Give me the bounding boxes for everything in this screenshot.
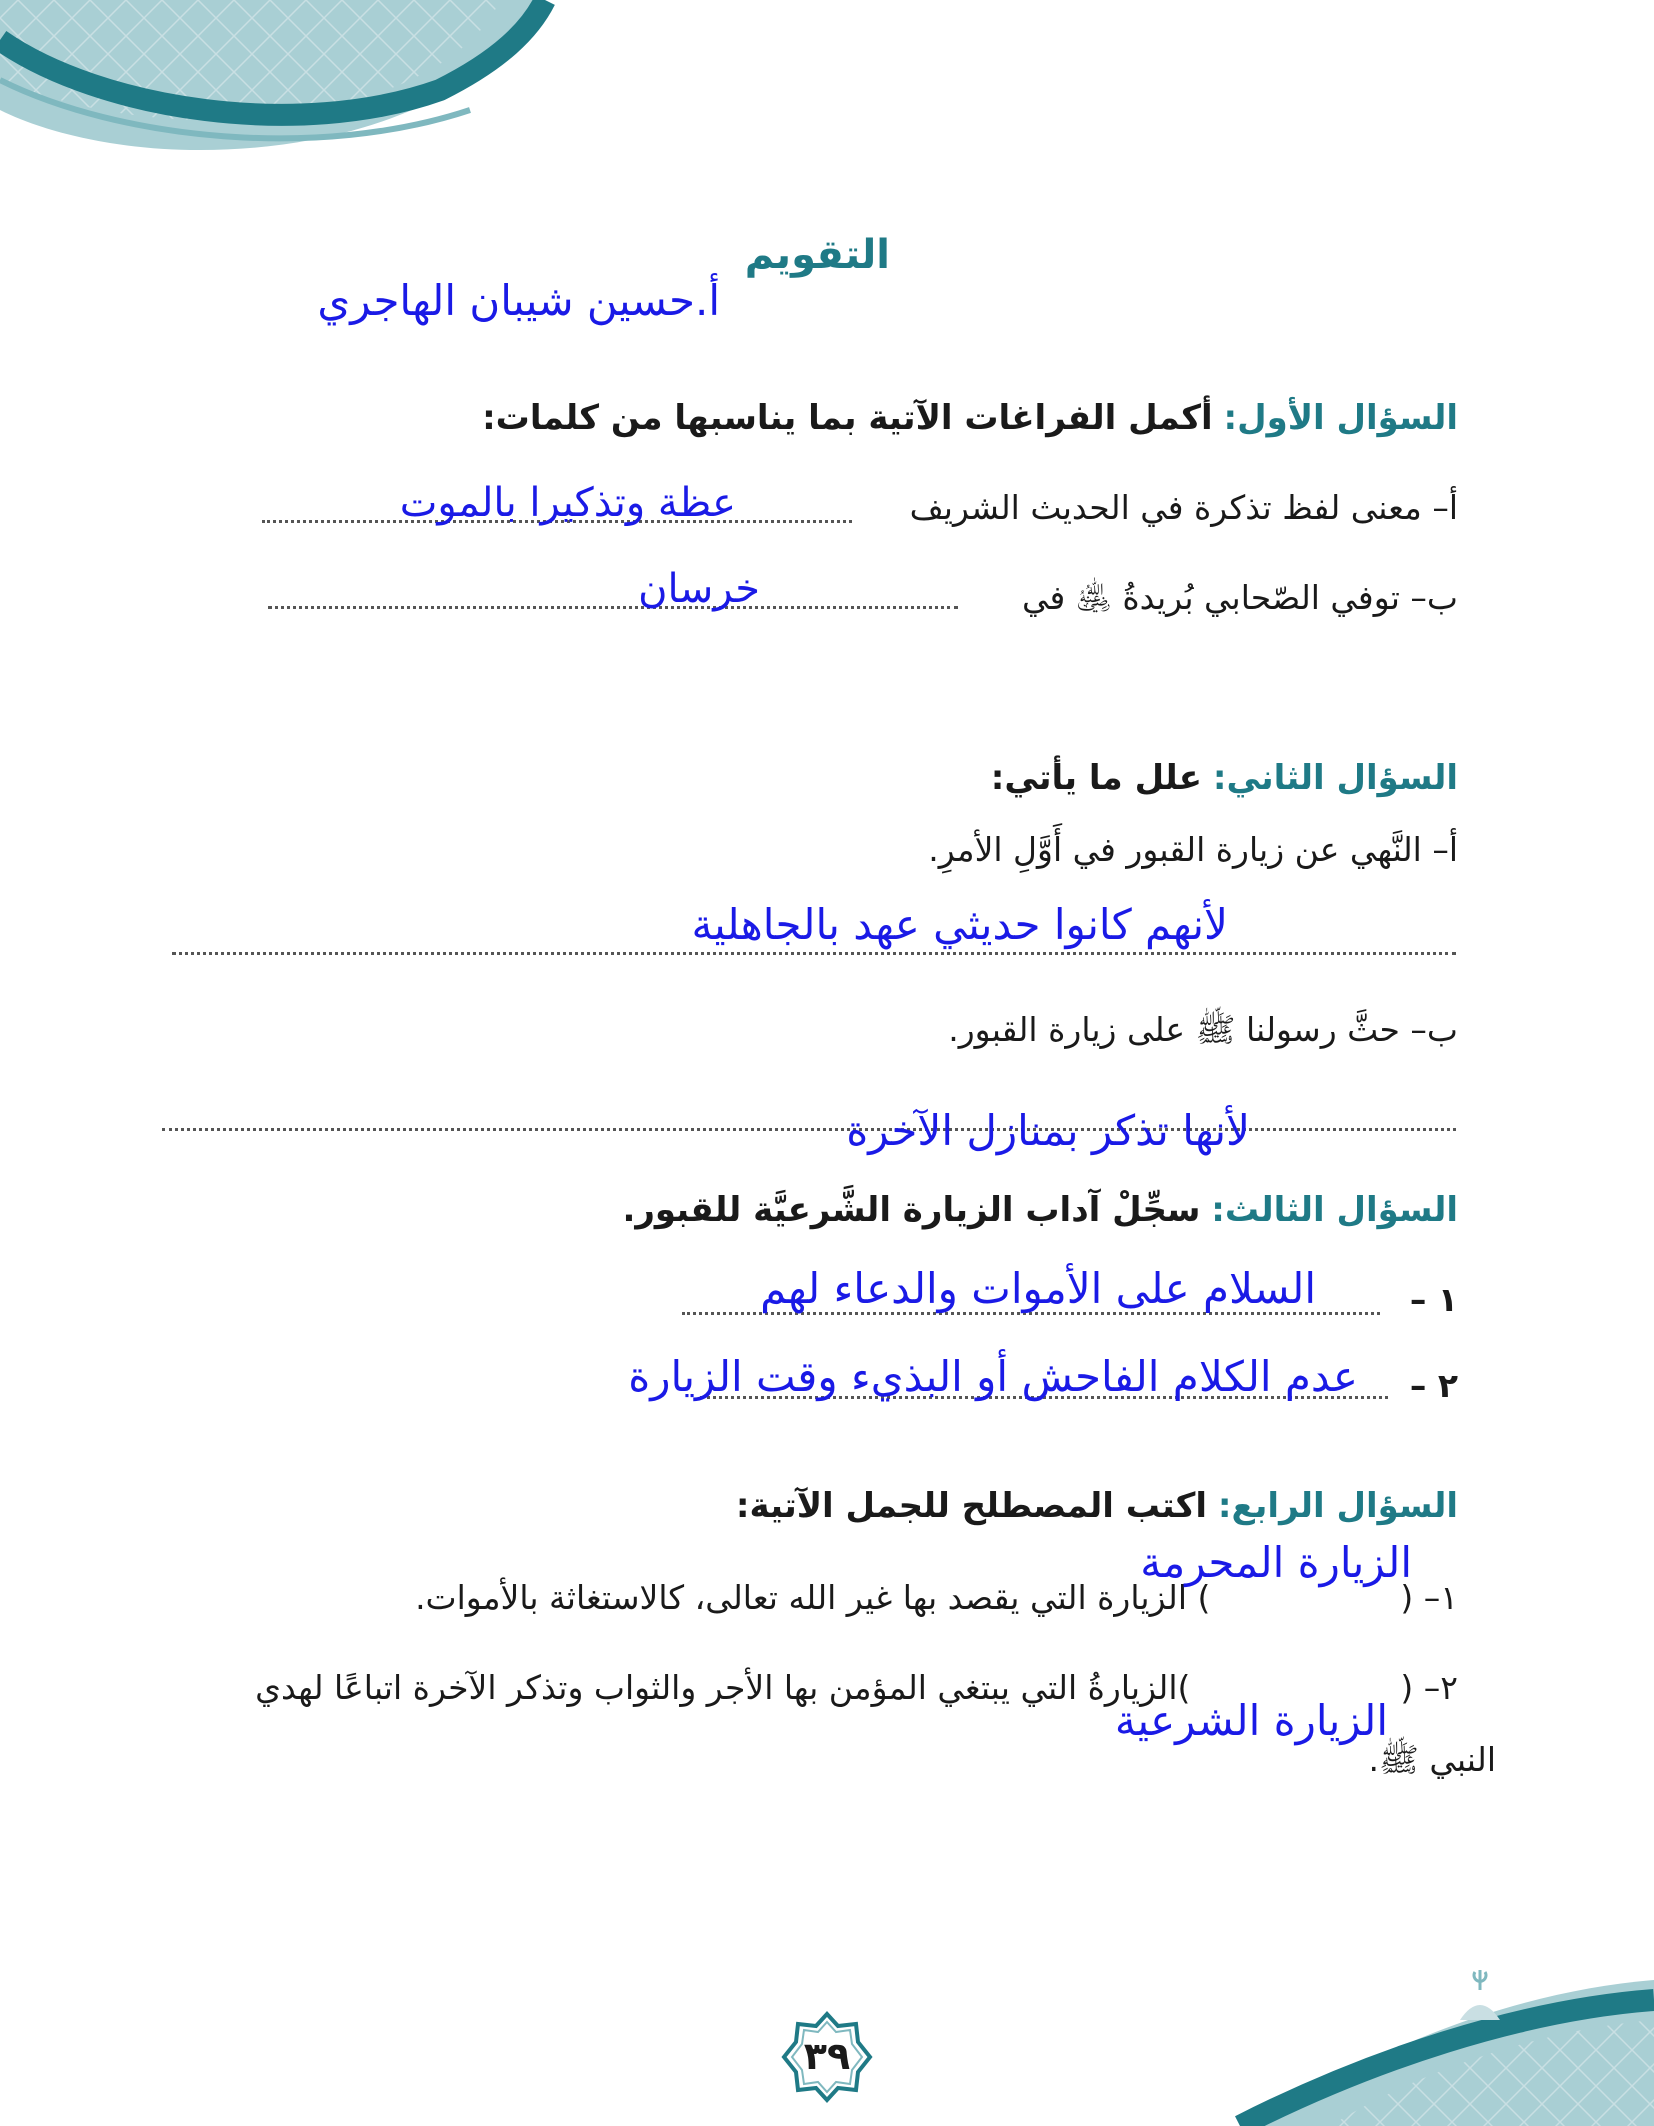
q2-item-a-answer: لأنهم كانوا حديثي عهد بالجاهلية bbox=[691, 900, 1228, 949]
page-number: ٣٩ bbox=[803, 2034, 851, 2078]
q3-item-2-answer: عدم الكلام الفاحش أو البذيء وقت الزيارة bbox=[628, 1352, 1358, 1401]
question-1-text: أكمل الفراغات الآتية بما يناسبها من كلمات: bbox=[482, 398, 1213, 438]
q4-item-2-continuation: النبي ﷺ. bbox=[1368, 1740, 1496, 1779]
author-name: أ.حسين شيبان الهاجري bbox=[317, 276, 720, 325]
q3-item-1-answer: السلام على الأموات والدعاء لهم bbox=[760, 1264, 1316, 1313]
question-3-text: سجِّلْ آداب الزيارة الشَّرعيَّة للقبور. bbox=[622, 1190, 1201, 1230]
question-3-label: السؤال الثالث: bbox=[1211, 1190, 1458, 1230]
q1-item-b-blank bbox=[268, 606, 958, 609]
q2-item-a-blank bbox=[172, 952, 1456, 955]
bottom-right-decoration bbox=[1200, 1960, 1654, 2126]
q3-item-2-number: ٢ – bbox=[1409, 1366, 1458, 1405]
question-1-label: السؤال الأول: bbox=[1223, 398, 1458, 438]
q2-item-a-text: أ– النَّهي عن زيارة القبور في أَوَّلِ الأمرِ. bbox=[928, 830, 1458, 869]
q4-item-1-prefix: ١– ( bbox=[1400, 1578, 1458, 1617]
top-left-decoration bbox=[0, 0, 560, 170]
q2-item-b-answer: لأنها تذكر بمنازل الآخرة bbox=[846, 1106, 1250, 1155]
q2-item-b-text: ب– حثَّ رسولنا ﷺ على زيارة القبور. bbox=[948, 1010, 1458, 1049]
question-1 bbox=[482, 398, 1458, 438]
question-2-label: السؤال الثاني: bbox=[1212, 758, 1458, 798]
q2-item-b-blank bbox=[162, 1128, 1456, 1131]
question-3 bbox=[622, 1190, 1458, 1230]
q1-item-a-answer: عظة وتذكيرا بالموت bbox=[399, 480, 736, 526]
page-title: التقويم bbox=[744, 232, 890, 278]
q1-item-b-text: ب– توفي الصّحابي بُريدةُ ﵁ في bbox=[1022, 578, 1458, 617]
question-2-text: علل ما يأتي: bbox=[990, 758, 1203, 798]
q3-item-1-number: ١ – bbox=[1409, 1280, 1458, 1319]
q1-item-a-text: أ– معنى لفظ تذكرة في الحديث الشريف bbox=[909, 488, 1458, 527]
q4-item-2-prefix: ٢– ( bbox=[1400, 1668, 1458, 1707]
question-2 bbox=[991, 758, 1458, 798]
q1-item-b-answer: خرسان bbox=[638, 566, 760, 612]
q4-item-2-answer: الزيارة الشرعية bbox=[1114, 1696, 1388, 1745]
question-4-label: السؤال الرابع: bbox=[1217, 1486, 1458, 1526]
question-4-text: اكتب المصطلح للجمل الآتية: bbox=[735, 1486, 1208, 1526]
q4-item-1-answer: الزيارة المحرمة bbox=[1140, 1538, 1412, 1587]
question-4 bbox=[736, 1486, 1458, 1526]
q4-item-1-text: ) الزيارة التي يقصد بها غير الله تعالى، كالاستغاثة بالأموات. bbox=[415, 1578, 1211, 1617]
q4-item-2-text: )الزيارةُ التي يبتغي المؤمن بها الأجر والثواب وتذكر الآخرة اتباعًا لهدي bbox=[255, 1668, 1191, 1707]
